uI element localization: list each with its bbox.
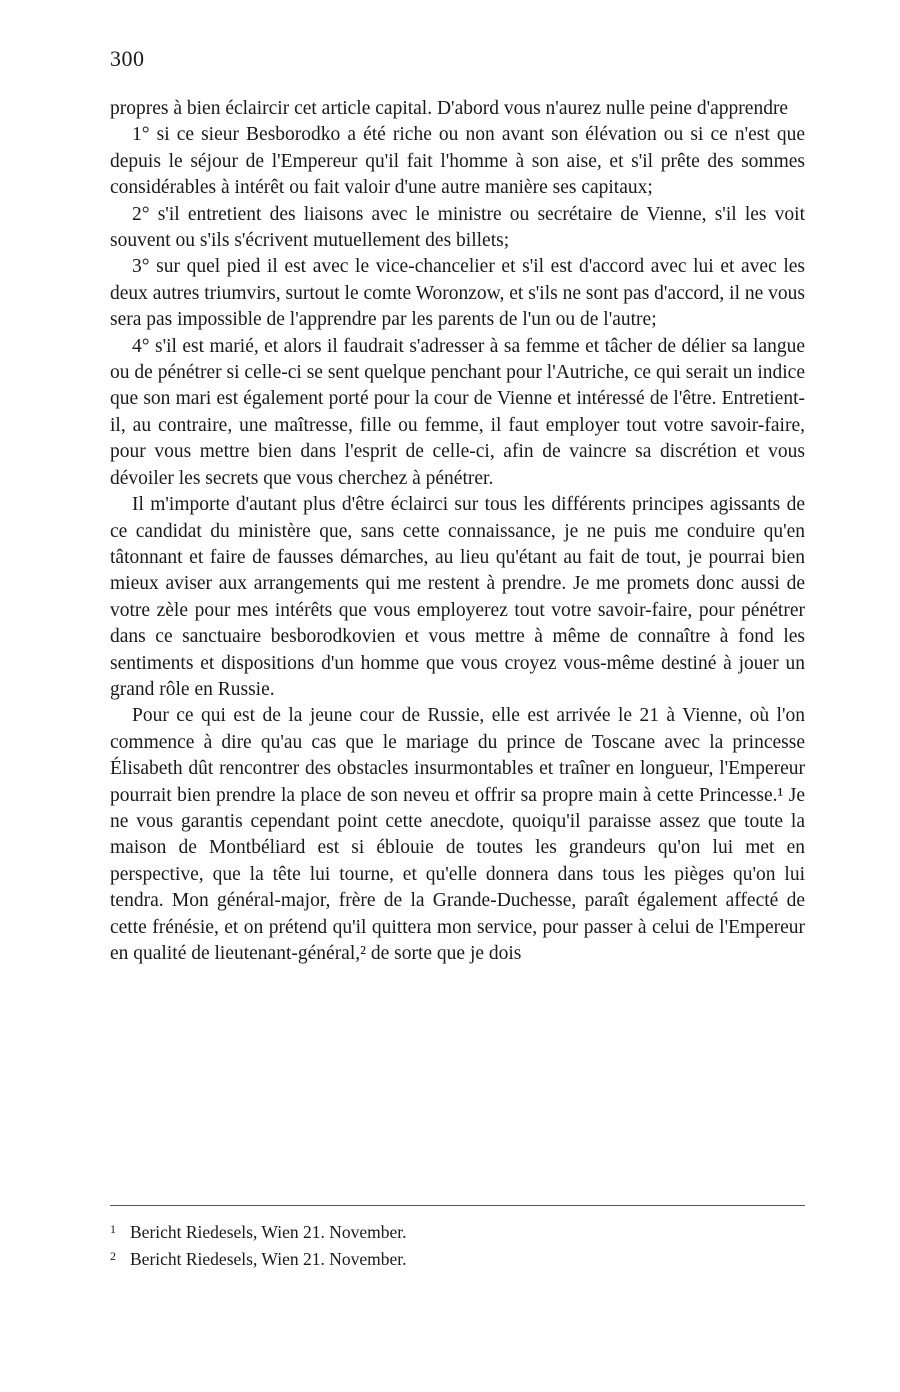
body-text [110, 96, 805, 967]
paragraph-item-2: 2° s'il entretient des liaisons avec le ministre ou secrétaire de Vienne, s'il les voit souvent ou s'ils s'écrivent mutuellement des billets; [110, 203, 805, 252]
footnote-mark: 2 [110, 1249, 116, 1263]
paragraph-young-court: Pour ce qui est de la jeune cour de Russie, elle est arrivée le 21 à Vienne, où l'on commence à dire qu'au cas que le mariage du prince de Toscane avec la princesse Élisabeth dût rencontrer des obstacles insurmontables et traîner en longueur, l'Empereur pourrait bien prendre la place de son neveu et offrir sa propre main à cette Princesse.¹ Je ne vous garantis cependant point cette anecdote, quoiqu'il paraisse assez que toute la maison de Montbéliard est si éblouie de toutes les grandeurs qu'on lui met en perspective, que la tête lui tourne, et qu'elle donnera dans tous les pièges qu'on lui tendra. Mon général-major, frère de la Grande-Duchesse, paraît également affecté de cette frénésie, et on prétend qu'il quittera mon service, pour passer à celui de l'Empereur en qualité de lieutenant-général,² de sorte que je dois [110, 705, 805, 964]
footnote-1 [110, 1217, 805, 1244]
footnote-mark: 1 [110, 1222, 116, 1236]
paragraph-item-3: 3° sur quel pied il est avec le vice-chancelier et s'il est d'accord avec lui et avec les deux autres triumvirs, surtout le comte Woronzow, et s'ils ne sont pas d'accord, il ne vous sera pas impossible de l'apprendre par les parents de l'un ou de l'autre; [110, 256, 805, 331]
footnote-divider [110, 1205, 805, 1206]
paragraph-clarification: Il m'importe d'autant plus d'être éclairci sur tous les différents principes agissants de ce candidat du ministère que, sans cette connaissance, je ne puis me conduire qu'en tâtonnant et faire de fausses démarches, au lieu qu'étant au fait de tout, je pourrai bien mieux aviser aux arrangements qui me restent à prendre. Je me promets donc aussi de votre zèle pour mes intérêts que vous employerez tout votre savoir-faire, pour pénétrer dans ce sanctuaire besborodkovien et vous mettre à même de connaître à fond les sentiments et dispositions d'un homme que vous croyez vous-même destiné à jouer un grand rôle en Russie. [110, 494, 805, 700]
footnote-2 [110, 1244, 805, 1271]
paragraph-item-1: 1° si ce sieur Besborodko a été riche ou non avant son élévation ou si ce n'est que depuis le séjour de l'Empereur qu'il fait l'homme à son aise, et s'il prête des sommes considérables à intérêt ou fait valoir d'une autre manière ses capitaux; [110, 124, 805, 199]
paragraph-continuation: propres à bien éclaircir cet article capital. D'abord vous n'aurez nulle peine d'apprendre [110, 98, 789, 119]
footnote-text: Bericht Riedesels, Wien 21. November. [130, 1249, 407, 1269]
page-number: 300 [110, 46, 145, 71]
footnotes [110, 1217, 805, 1271]
paragraph-item-4: 4° s'il est marié, et alors il faudrait s'adresser à sa femme et tâcher de délier sa langue ou de pénétrer si celle-ci se sent quelque penchant pour l'Autriche, ce qui serait un indice que son mari est également porté pour la cour de Vienne et intéressé de l'être. Entretient-il, au contraire, une maîtresse, fille ou femme, il faut employer tout votre savoir-faire, pour vous mettre bien dans l'esprit de celle-ci, afin de vaincre sa discrétion et vous dévoiler les secrets que vous cherchez à pénétrer. [110, 335, 805, 489]
footnote-text: Bericht Riedesels, Wien 21. November. [130, 1222, 407, 1242]
